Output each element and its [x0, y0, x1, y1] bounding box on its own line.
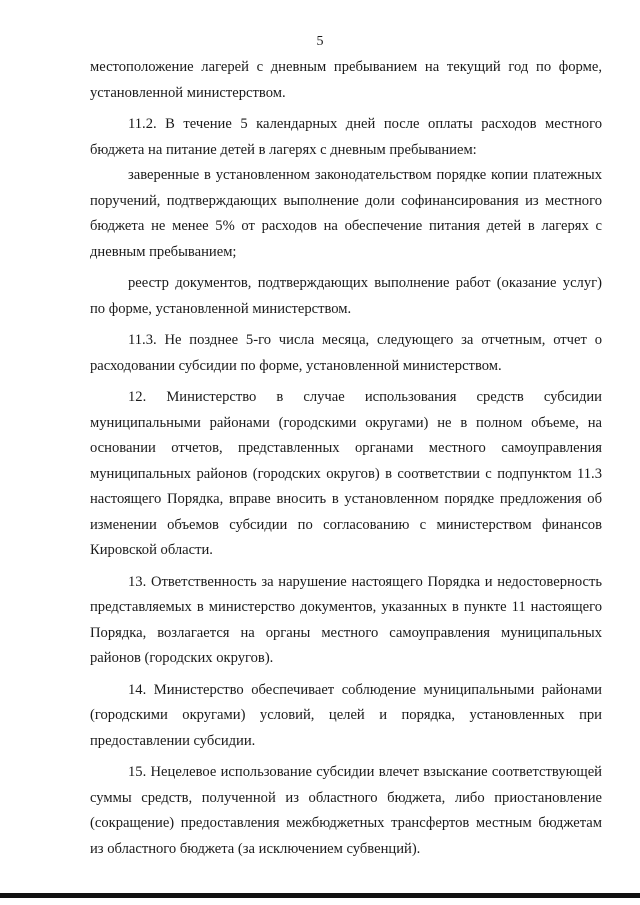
paragraph-15: 15. Нецелевое использование субсидии влечет взыскание соответствующей суммы средств, полученной из областного бюджета, либо приостановление (сокращение) предоставления межбюджетных трансфертов местным бюджетам из областного бюджета (за исключением субвенций). [90, 764, 602, 857]
paragraph-11-3: 11.3. Не позднее 5-го числа месяца, следующего за отчетным, отчет о расходовании субсидии по форме, установленной министерством. [90, 332, 602, 374]
document-body [90, 55, 602, 862]
paragraph-continuation: местоположение лагерей с дневным пребыванием на текущий год по форме, установленной министерством. [90, 59, 602, 101]
paragraph-12: 12. Министерство в случае использования средств субсидии муниципальными районами (городскими округами) не в полном объеме, на основании отчетов, представленных органами местного самоуправления муниципальных районов (городских округов) в соответствии с подпунктом 11.3 настоящего Порядка, вправе вносить в установленном порядке предложения об изменении объемов субсидии по согласованию с министерством финансов Кировской области. [90, 389, 602, 558]
paragraph-11-2: 11.2. В течение 5 календарных дней после оплаты расходов местного бюджета на питание детей в лагерях с дневным пребыванием: [90, 116, 602, 158]
paragraph-document-registry: реестр документов, подтверждающих выполнение работ (оказание услуг) по форме, установленной министерством. [90, 275, 602, 317]
paragraph-14: 14. Министерство обеспечивает соблюдение муниципальными районами (городскими округами) условий, целей и порядка, установленных при предоставлении субсидии. [90, 681, 602, 749]
paragraph-13: 13. Ответственность за нарушение настоящего Порядка и недостоверность представляемых в министерство документов, указанных в пункте 11 настоящего Порядка, возлагается на органы местного самоуправления муниципальных районов (городских округов). [90, 573, 602, 666]
paragraph-payment-copies: заверенные в установленном законодательством порядке копии платежных поручений, подтверждающих выполнение доли софинансирования из местного бюджета не менее 5% от расходов на обеспечение питания детей в лагерях с дневным пребыванием; [90, 167, 602, 260]
scan-edge-bar [0, 893, 640, 898]
page-number: 5 [316, 34, 324, 49]
